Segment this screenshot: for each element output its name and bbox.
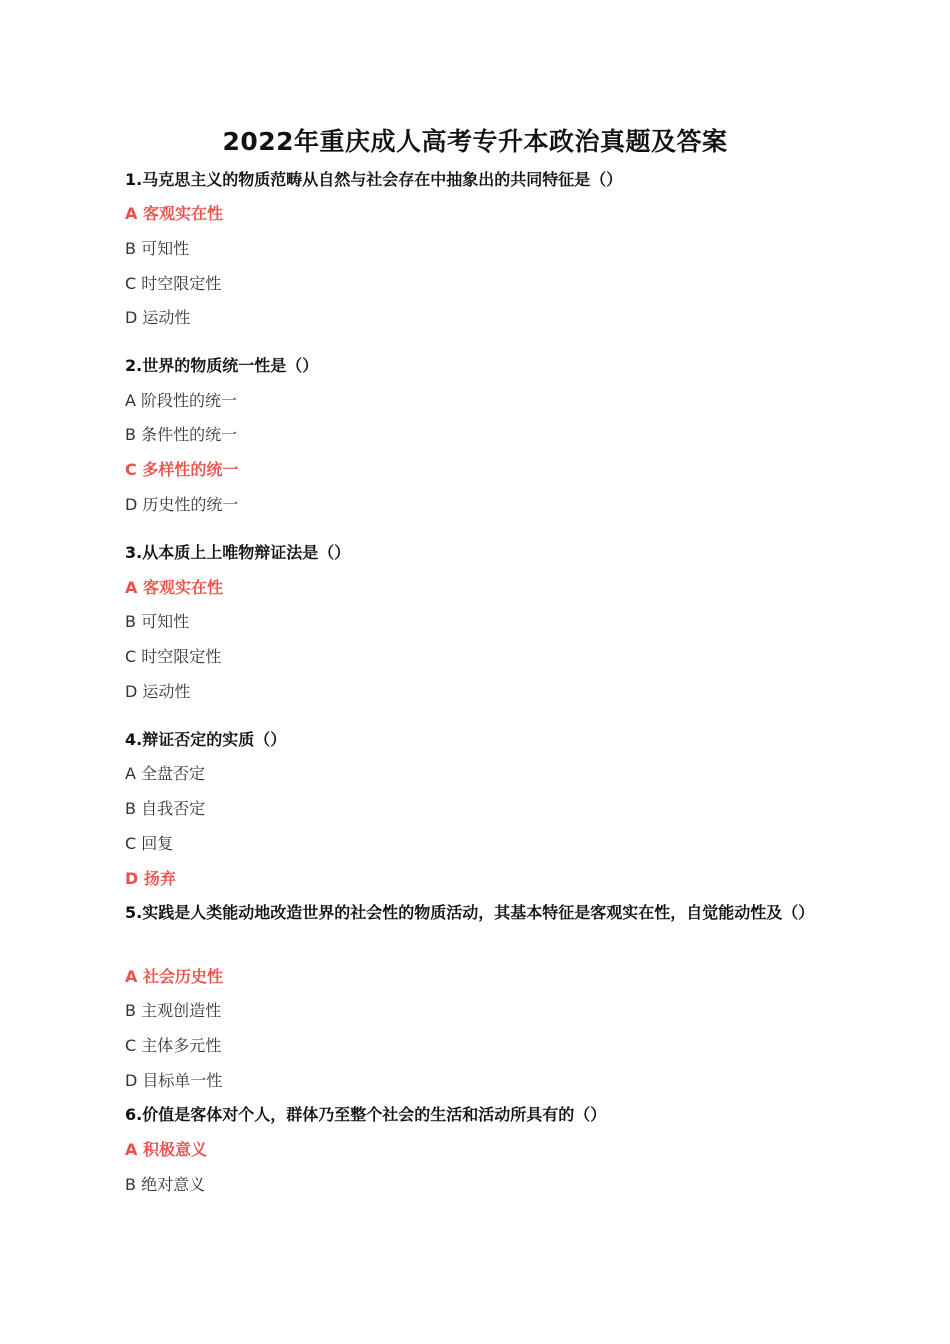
question-5-option-a-correct: A 社会历史性 [125, 967, 223, 986]
question-3-option-b: B 可知性 [125, 612, 190, 631]
question-5-option-c: C 主体多元性 [125, 1036, 222, 1055]
question-3-option-a-correct: A 客观实在性 [125, 578, 223, 597]
question-3: 3.从本质上上唯物辩证法是（） [125, 543, 351, 562]
question-4-option-b: B 自我否定 [125, 799, 206, 818]
question-5-option-b: B 主观创造性 [125, 1001, 222, 1020]
question-6: 6.价值是客体对个人，群体乃至整个社会的生活和活动所具有的（） [125, 1105, 607, 1124]
question-6-option-b: B 绝对意义 [125, 1175, 206, 1194]
question-1-option-a-correct: A 客观实在性 [125, 204, 223, 223]
question-3-option-c: C 时空限定性 [125, 647, 222, 666]
question-2-option-c-correct: C 多样性的统一 [125, 460, 239, 479]
question-1-option-d: D 运动性 [125, 308, 191, 327]
question-2: 2.世界的物质统一性是（） [125, 356, 319, 375]
question-1-option-c: C 时空限定性 [125, 274, 222, 293]
page-title: 2022年重庆成人高考专升本政治真题及答案 [222, 127, 728, 156]
question-5-option-d: D 目标单一性 [125, 1071, 223, 1090]
question-2-option-b: B 条件性的统一 [125, 425, 238, 444]
question-6-option-a-correct: A 积极意义 [125, 1140, 207, 1159]
question-3-option-d: D 运动性 [125, 682, 191, 701]
question-4: 4.辩证否定的实质（） [125, 730, 287, 749]
question-2-option-d: D 历史性的统一 [125, 495, 239, 514]
question-2-option-a: A 阶段性的统一 [125, 391, 238, 410]
question-4-option-a: A 全盘否定 [125, 764, 206, 783]
question-4-option-c: C 回复 [125, 834, 174, 853]
question-1: 1.马克思主义的物质范畴从自然与社会存在中抽象出的共同特征是（） [125, 170, 623, 189]
question-4-option-d-correct: D 扬弃 [125, 869, 176, 888]
question-1-option-b: B 可知性 [125, 239, 190, 258]
question-5: 5.实践是人类能动地改造世界的社会性的物质活动，其基本特征是客观实在性，自觉能动性及（） [125, 903, 815, 922]
